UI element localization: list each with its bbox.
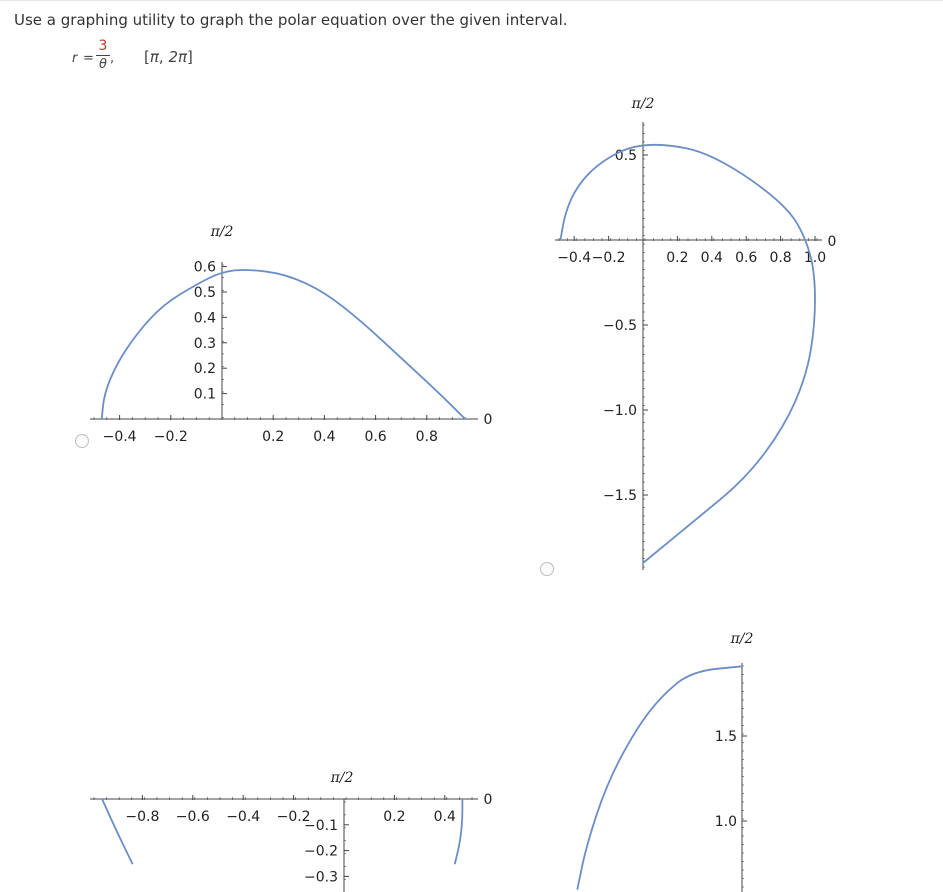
- y-tick-label: 0.2: [193, 361, 216, 378]
- y-tick-label: −0.5: [603, 318, 637, 334]
- interval-end: 2π: [168, 48, 188, 66]
- equation-lhs: r: [72, 51, 78, 66]
- y-tick-label: −0.1: [304, 817, 338, 834]
- x-tick-label: −0.4: [557, 250, 592, 266]
- y-tick-label: 0.5: [614, 148, 637, 164]
- polar-curve: [577, 666, 742, 889]
- angle-label: π/2: [730, 631, 754, 647]
- x-tick-label: 0.8: [415, 429, 438, 445]
- zero-angle-label: 0: [483, 412, 493, 428]
- y-tick-label: 0.3: [193, 335, 216, 352]
- fraction-denominator: θ: [99, 57, 107, 72]
- interval-separator: ,: [158, 48, 169, 66]
- x-tick-label: 0.4: [700, 250, 723, 266]
- equation-comma: ,: [110, 51, 115, 66]
- x-tick-label: −0.8: [125, 809, 160, 825]
- x-tick-label: −0.2: [276, 809, 311, 825]
- x-tick-label: −0.6: [175, 809, 210, 825]
- x-tick-label: 0.2: [666, 250, 689, 266]
- x-tick-label: −0.4: [226, 809, 261, 825]
- x-tick-label: 0.4: [313, 429, 336, 445]
- interval-close: ]: [187, 48, 193, 66]
- y-tick-label: 0.5: [193, 285, 216, 301]
- interval-open: [: [144, 48, 150, 66]
- x-tick-label: −0.2: [591, 250, 626, 266]
- y-tick-label: 1.5: [714, 729, 737, 745]
- angle-label: π/2: [330, 770, 354, 786]
- x-tick-label: 0.6: [364, 429, 387, 445]
- interval-start: π: [149, 48, 159, 66]
- angle-label: π/2: [210, 224, 234, 240]
- x-tick-label: −0.2: [153, 429, 188, 445]
- x-tick-label: 0.8: [769, 250, 792, 266]
- x-tick-label: 1.0: [803, 250, 827, 266]
- equation-equals: =: [83, 51, 94, 66]
- y-tick-label: 0.6: [193, 259, 216, 276]
- y-tick-label: −1.5: [603, 488, 637, 504]
- x-tick-label: 0.2: [262, 429, 285, 445]
- y-tick-label: 0.1: [193, 386, 216, 403]
- question-instruction: Use a graphing utility to graph the polar equation over the given interval.: [14, 11, 568, 29]
- y-tick-label: −0.3: [304, 869, 338, 886]
- x-tick-label: 0.2: [383, 809, 406, 825]
- x-tick-label: 0.4: [433, 809, 456, 825]
- y-tick-label: −0.2: [304, 843, 338, 860]
- y-tick-label: −1.0: [603, 403, 637, 419]
- x-tick-label: −0.4: [102, 429, 137, 445]
- zero-angle-label: 0: [827, 234, 837, 250]
- angle-label: π/2: [631, 96, 655, 112]
- y-tick-label: 0.4: [193, 310, 216, 327]
- fraction-numerator: 3: [98, 38, 108, 54]
- zero-angle-label: 0: [483, 792, 493, 808]
- y-tick-label: 1.0: [714, 814, 737, 830]
- x-tick-label: 0.6: [735, 250, 758, 266]
